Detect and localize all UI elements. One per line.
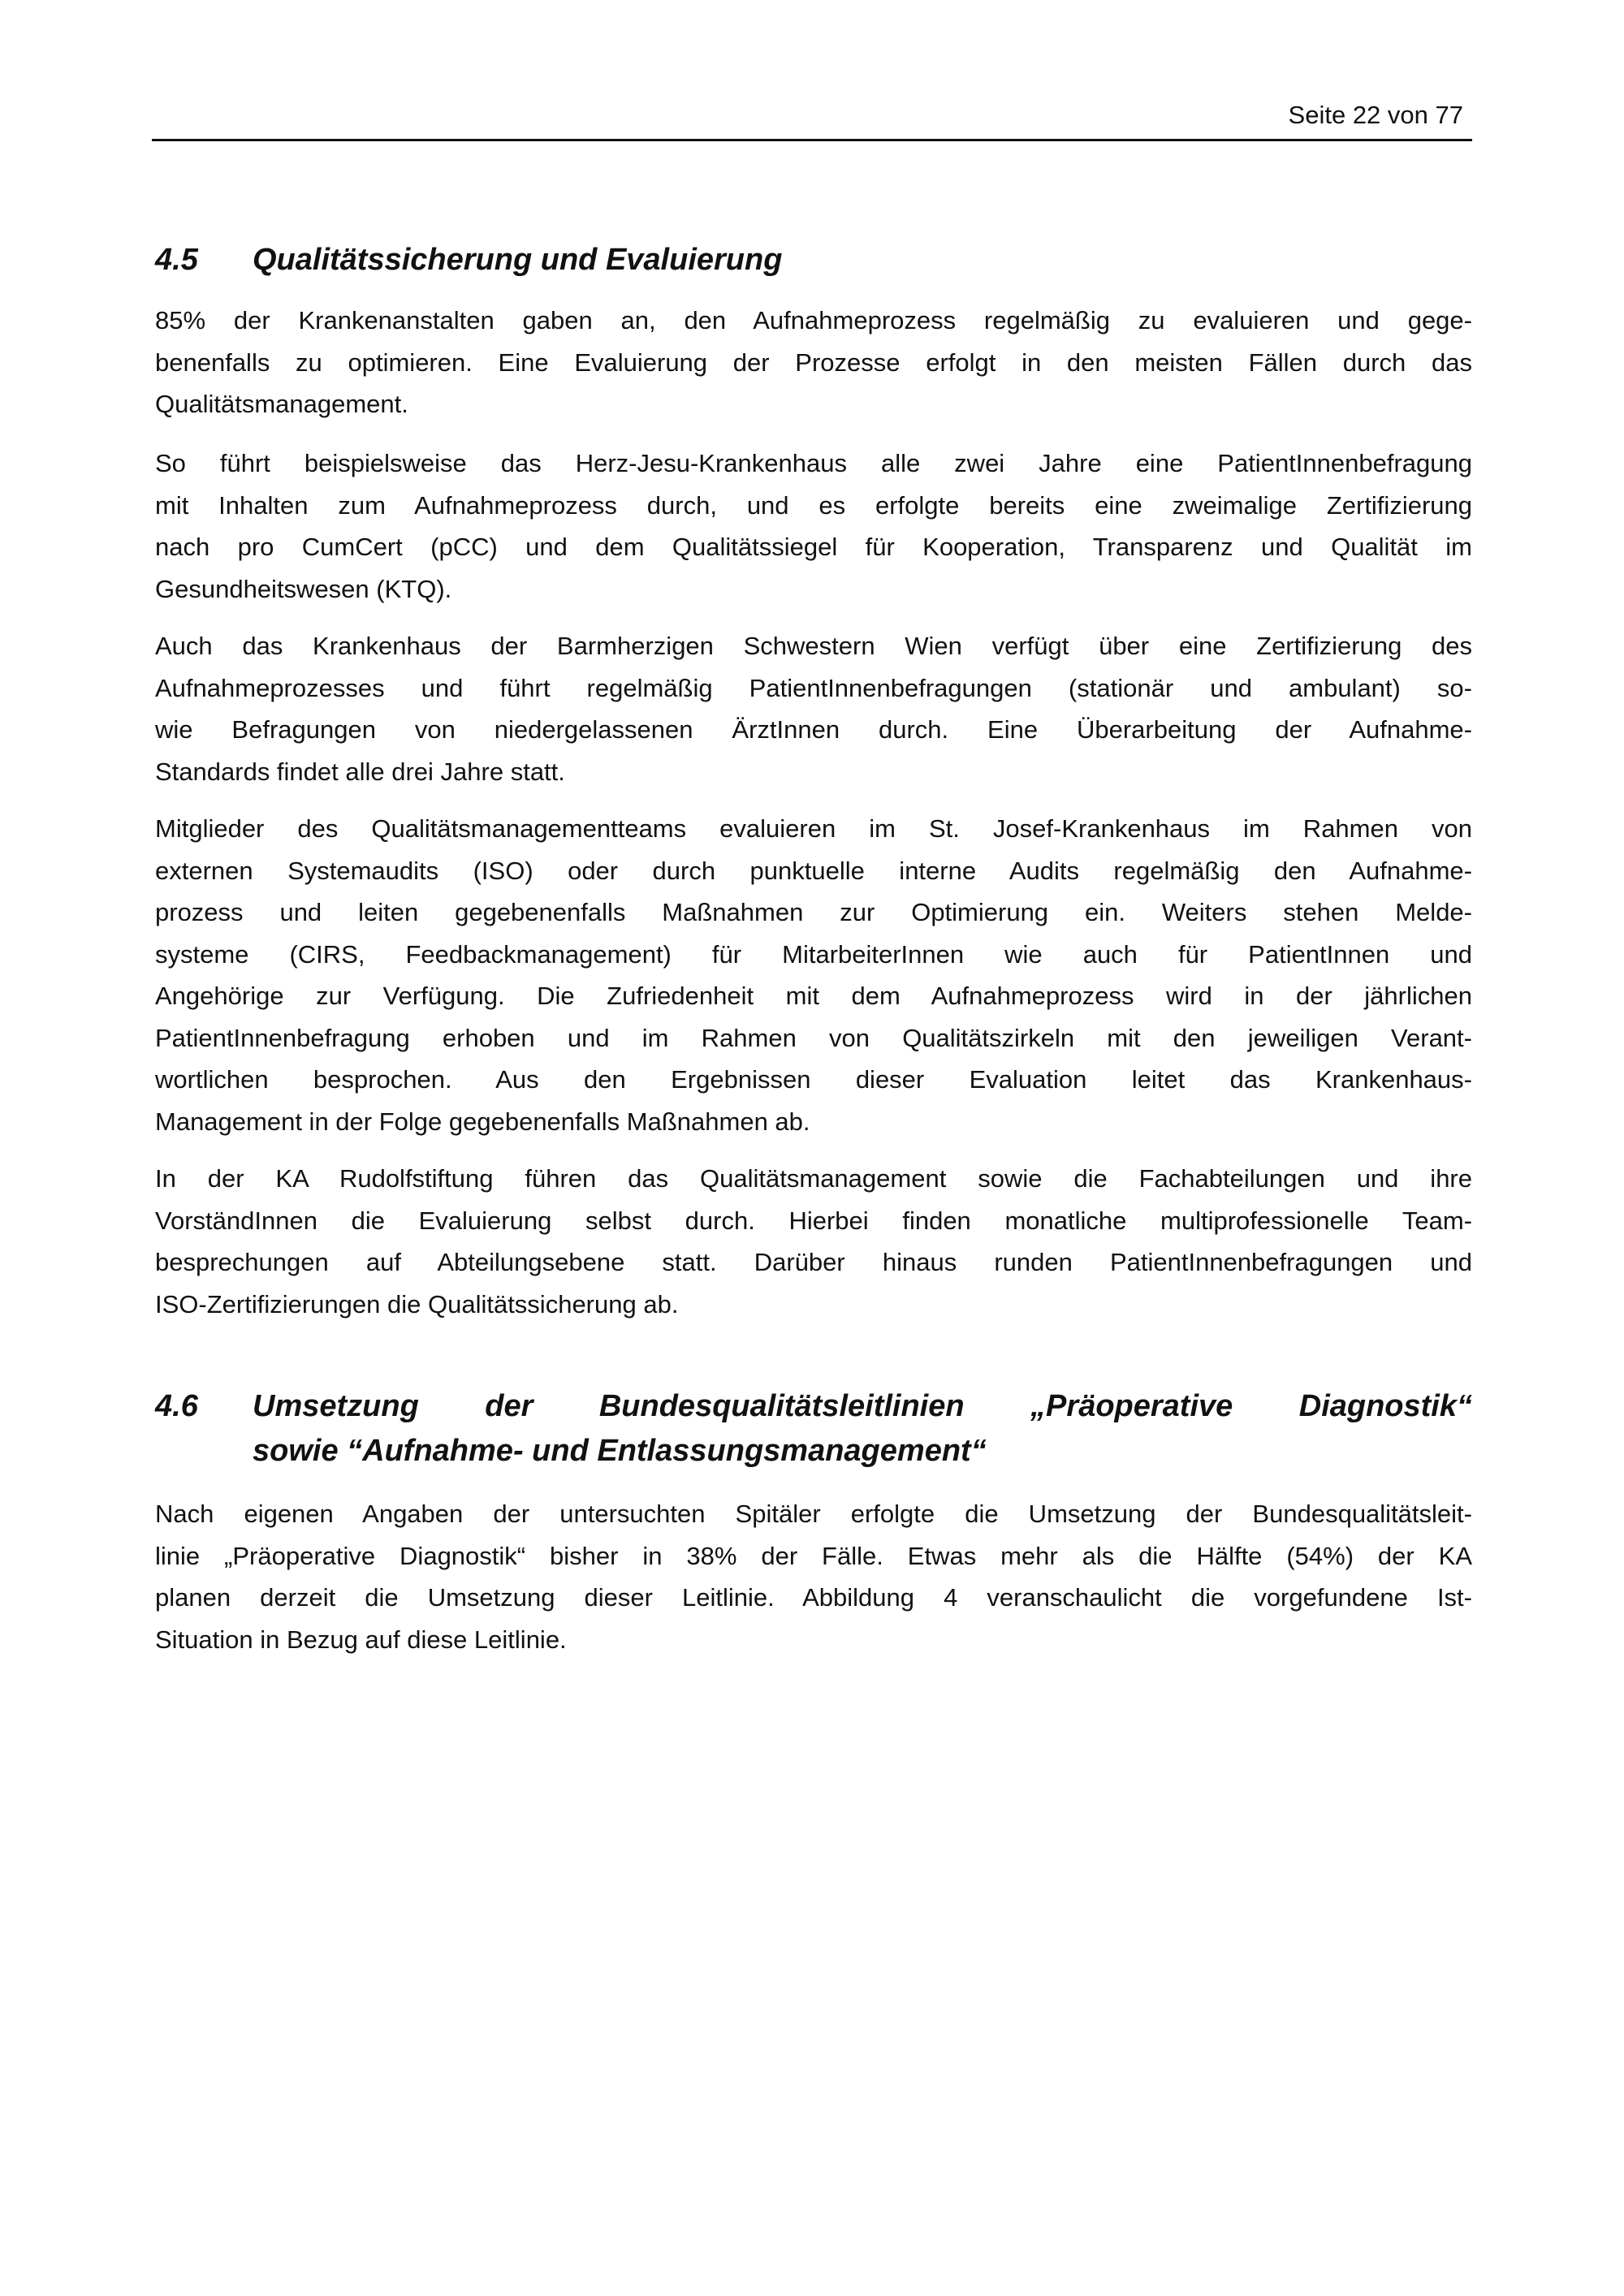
- section-title: Qualitätssicherung und Evaluierung: [253, 243, 783, 277]
- text-line: nach pro CumCert (pCC) und dem Qualitätssiegel für Kooperation, Transparenz und Qualität im: [155, 533, 1472, 561]
- section-title-line: Umsetzung der Bundesqualitätsleitlinien „Präoperative Diagnostik“: [253, 1389, 1472, 1423]
- text-line: Gesundheitswesen (KTQ).: [155, 574, 452, 603]
- text-line: In der KA Rudolfstiftung führen das Qualitätsmanagement sowie die Fachabteilungen und ihre: [155, 1164, 1472, 1193]
- text-line: externen Systemaudits (ISO) oder durch punktuelle interne Audits regelmäßig den Aufnahme-: [155, 856, 1472, 885]
- text-line: Situation in Bezug auf diese Leitlinie.: [155, 1625, 567, 1654]
- text-line: So führt beispielsweise das Herz-Jesu-Krankenhaus alle zwei Jahre eine PatientInnenbefragung: [155, 449, 1472, 477]
- section-heading-4-5: [155, 238, 1472, 283]
- text-line: Standards findet alle drei Jahre statt.: [155, 757, 565, 786]
- text-line: Auch das Krankenhaus der Barmherzigen Schwestern Wien verfügt über eine Zertifizierung des: [155, 632, 1472, 660]
- text-line: 85% der Krankenanstalten gaben an, den Aufnahmeprozess regelmäßig zu evaluieren und gege-: [155, 306, 1472, 334]
- text-line: systeme (CIRS, Feedbackmanagement) für MitarbeiterInnen wie auch für PatientInnen und: [155, 939, 1472, 969]
- paragraph: [155, 808, 1472, 1142]
- text-line: wie Befragungen von niedergelassenen ÄrztInnen durch. Eine Überarbeitung der Aufnahme-: [155, 715, 1472, 744]
- paragraph: [155, 442, 1472, 610]
- text-line: wortlichen besprochen. Aus den Ergebnissen dieser Evaluation leitet das Krankenhaus-: [155, 1065, 1472, 1094]
- page-number-label: Seite 22 von 77: [1288, 101, 1463, 129]
- paragraph: [155, 300, 1472, 425]
- text-line: Management in der Folge gegebenenfalls Maßnahmen ab.: [155, 1107, 810, 1136]
- text-line: prozess und leiten gegebenenfalls Maßnahmen zur Optimierung ein. Weiters stehen Melde-: [155, 898, 1472, 926]
- text-line: mit Inhalten zum Aufnahmeprozess durch, und es erfolgte bereits eine zweimalige Zertifizierung: [155, 490, 1472, 520]
- text-line: Mitglieder des Qualitätsmanagementteams evaluieren im St. Josef-Krankenhaus im Rahmen von: [155, 814, 1472, 843]
- paragraph: [155, 1493, 1472, 1660]
- header-divider: [152, 139, 1472, 141]
- paragraph: [155, 1158, 1472, 1325]
- paragraph: [155, 625, 1472, 792]
- section-heading-4-6: [155, 1384, 1472, 1474]
- text-line: Angehörige zur Verfügung. Die Zufriedenheit mit dem Aufnahmeprozess wird in der jährlichen: [155, 982, 1472, 1010]
- text-line: Aufnahmeprozesses und führt regelmäßig PatientInnenbefragungen (stationär und ambulant) so-: [155, 673, 1472, 702]
- section-number: 4.6: [155, 1389, 198, 1423]
- text-line: linie „Präoperative Diagnostik“ bisher in 38% der Fälle. Etwas mehr als die Hälfte (54%) der KA: [155, 1541, 1472, 1570]
- text-line: ISO-Zertifizierungen die Qualitätssicherung ab.: [155, 1289, 679, 1318]
- text-line: VorständInnen die Evaluierung selbst durch. Hierbei finden monatliche multiprofessionelle Team-: [155, 1206, 1472, 1235]
- text-line: Qualitätsmanagement.: [155, 390, 408, 418]
- text-line: PatientInnenbefragung erhoben und im Rahmen von Qualitätszirkeln mit den jeweiligen Verant-: [155, 1023, 1472, 1052]
- section-title-line: sowie “Aufnahme- und Entlassungsmanagement“: [253, 1434, 987, 1468]
- text-line: Nach eigenen Angaben der untersuchten Spitäler erfolgte die Umsetzung der Bundesqualitätsleit-: [155, 1500, 1472, 1528]
- text-line: planen derzeit die Umsetzung dieser Leitlinie. Abbildung 4 veranschaulicht die vorgefundene Ist-: [155, 1583, 1472, 1612]
- text-line: besprechungen auf Abteilungsebene statt. Darüber hinaus runden PatientInnenbefragungen und: [155, 1248, 1472, 1276]
- section-number: 4.5: [155, 243, 198, 277]
- text-line: benenfalls zu optimieren. Eine Evaluierung der Prozesse erfolgt in den meisten Fällen durch das: [155, 347, 1472, 377]
